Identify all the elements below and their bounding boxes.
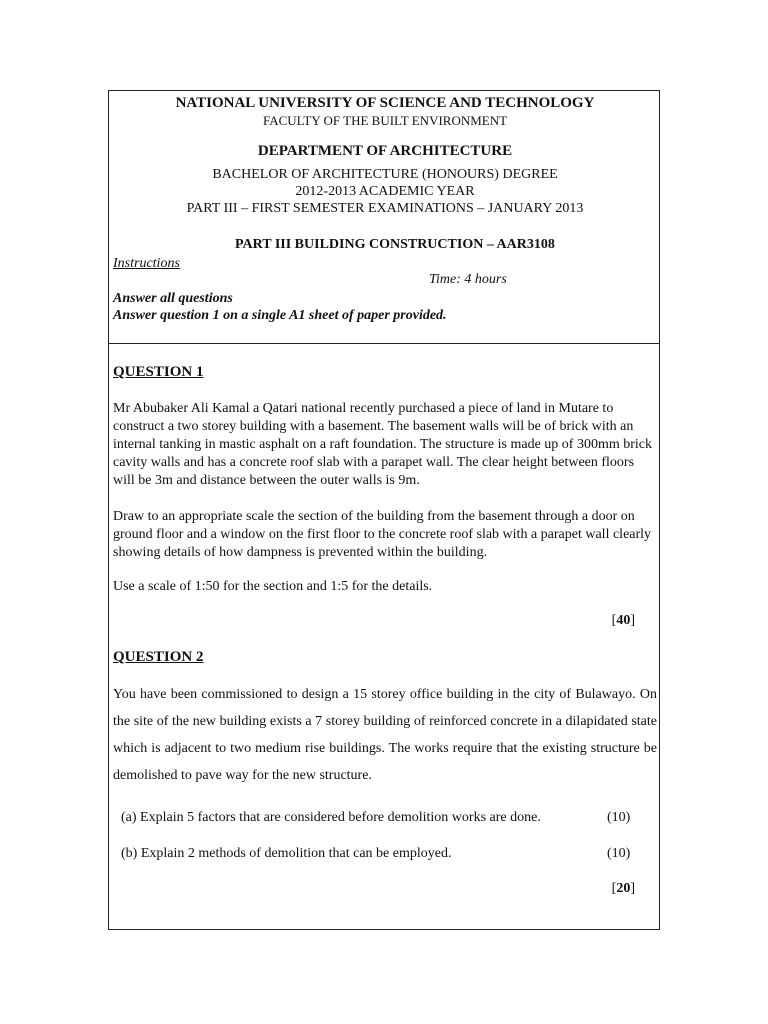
faculty-name: FACULTY OF THE BUILT ENVIRONMENT (262, 113, 508, 128)
exam-time: Time: 4 hours (429, 272, 507, 287)
question-2-item-b: (b) Explain 2 methods of demolition that can be employed. (121, 846, 452, 861)
instruction-line-1: Answer all questions (113, 291, 233, 306)
semester-line: PART III – FIRST SEMESTER EXAMINATIONS – JANUARY 2013 (186, 201, 584, 216)
question-2-item-a: (a) Explain 5 factors that are considered before demolition works are done. (121, 810, 541, 825)
department-title: DEPARTMENT OF ARCHITECTURE (257, 143, 513, 159)
course-title: PART III BUILDING CONSTRUCTION – AAR3108 (235, 237, 555, 252)
question-1-marks: [40] (611, 613, 635, 628)
question-2-paragraph: You have been commissioned to design a 15 storey office building in the city of Bulawayo. On the site of the new building exists a 7 storey building of reinforced concrete in a dilapidated state which is adjacent to two medium rise buildings. The works require that the existing structure be demolished to pave way for the new structure. (113, 687, 657, 783)
instructions-label: Instructions (113, 256, 180, 271)
question-2-item-b-marks: (10) (607, 846, 631, 861)
question-1-heading: QUESTION 1 (113, 364, 204, 380)
divider (109, 343, 659, 344)
question-1-paragraph-2: Draw to an appropriate scale the section of the building from the basement through a door on ground floor and a window on the first floor to the concrete roof slab with a parapet wall clearly showing details of how dampness is prevented within the building. (113, 509, 652, 560)
question-1-paragraph-1: Mr Abubaker Ali Kamal a Qatari national recently purchased a piece of land in Mutare to construct a two storey building with a basement. The basement walls will be of brick with an internal tanking in mastic asphalt on a raft foundation. The structure is made up of 300mm brick cavity walls and has a concrete roof slab with a parapet wall. The clear height between floors will be 3m and distance between the outer walls is 9m. (113, 401, 652, 488)
question-2-item-a-marks: (10) (607, 810, 631, 825)
instruction-line-2: Answer question 1 on a single A1 sheet of paper provided. (113, 308, 447, 323)
degree-name: BACHELOR OF ARCHITECTURE (HONOURS) DEGREE (212, 167, 558, 182)
question-1-paragraph-3: Use a scale of 1:50 for the section and 1:5 for the details. (113, 579, 433, 594)
exam-paper-frame (108, 90, 660, 930)
academic-year: 2012-2013 ACADEMIC YEAR (295, 184, 475, 199)
question-2-heading: QUESTION 2 (113, 649, 204, 665)
university-title: NATIONAL UNIVERSITY OF SCIENCE AND TECHNOLOGY (175, 95, 595, 111)
question-2-marks: [20] (611, 881, 635, 896)
